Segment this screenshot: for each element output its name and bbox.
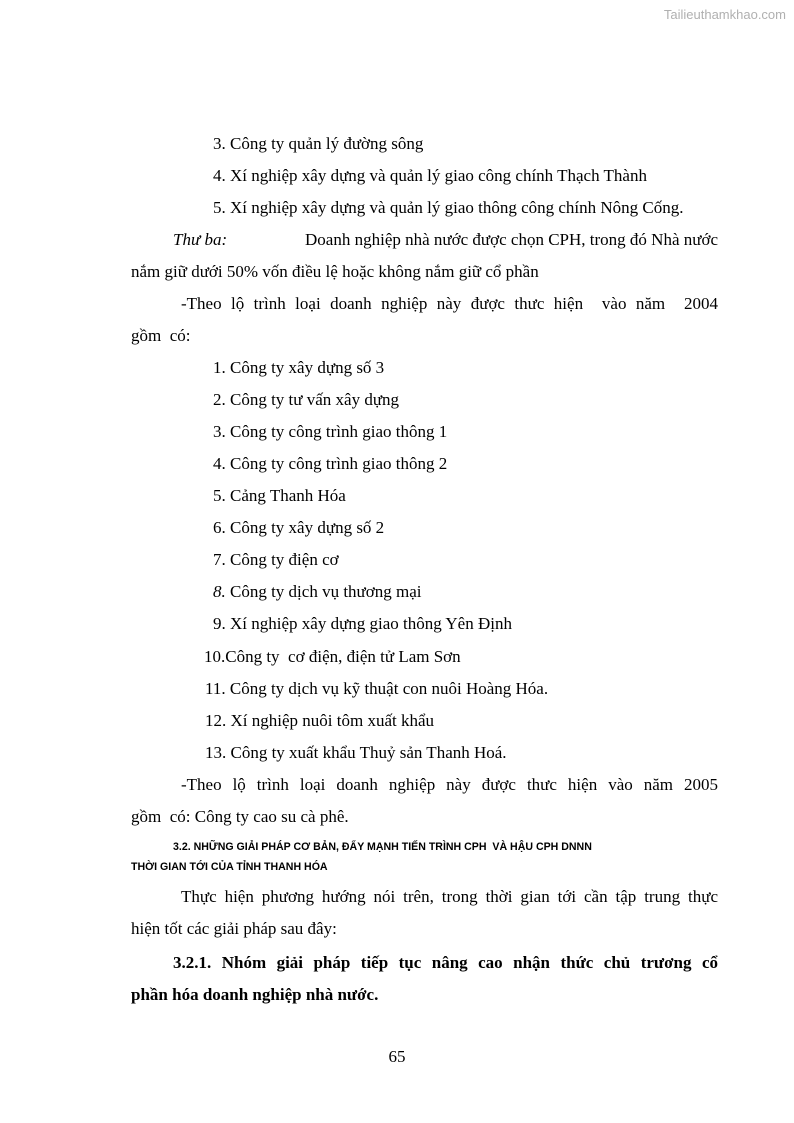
list-item: 6. Công ty xây dựng số 2	[213, 518, 385, 537]
list-item: 4. Công ty công trình giao thông 2	[213, 454, 448, 473]
roadmap-2004-line-1: -Theo lộ trình loại doanh nghiệp này được thưc hiện vào năm 2004	[181, 294, 718, 313]
thu-ba-text: Doanh nghiệp nhà nước được chọn CPH, trong đó Nhà nước	[305, 230, 718, 249]
list-item: 3. Công ty quản lý đường sông	[213, 134, 424, 153]
list-item: 13. Công ty xuất khẩu Thuỷ sản Thanh Hoá.	[205, 743, 507, 762]
list-item-text: Công ty dịch vụ thương mại	[225, 582, 422, 601]
intro-line-1: Thực hiện phương hướng nói trên, trong thời gian tới cần tập trung thực	[181, 887, 718, 906]
section-heading-line-1: 3.2. NHỮNG GIẢI PHÁP CƠ BẢN, ĐẨY MẠNH TIẾN TRÌNH CPH VÀ HẬU CPH DNNN	[173, 841, 592, 853]
list-item: 10.Công ty cơ điện, điện tử Lam Sơn	[204, 647, 461, 666]
list-item-number: 8.	[213, 582, 226, 601]
section-heading-line-2: THỜI GIAN TỚI CỦA TỈNH THANH HÓA	[131, 861, 328, 873]
thu-ba-label: Thư ba:	[173, 230, 228, 249]
roadmap-2004-line-2: gồm có:	[131, 326, 191, 345]
thu-ba-line-2: nắm giữ dưới 50% vốn điều lệ hoặc không nắm giữ cổ phần	[131, 262, 539, 281]
roadmap-2005-line-1: -Theo lộ trình loại doanh nghiệp này được thưc hiện vào năm 2005	[181, 775, 718, 794]
list-item: 2. Công ty tư vấn xây dựng	[213, 390, 400, 409]
list-item: 7. Công ty điện cơ	[213, 550, 339, 569]
list-item: 1. Công ty xây dựng số 3	[213, 358, 385, 377]
list-item: 9. Xí nghiệp xây dựng giao thông Yên Định	[213, 614, 512, 633]
intro-line-2: hiện tốt các giải pháp sau đây:	[131, 919, 337, 938]
roadmap-2005-line-2: gồm có: Công ty cao su cà phê.	[131, 807, 349, 826]
list-item	[213, 582, 422, 602]
list-item: 4. Xí nghiệp xây dựng và quản lý giao công chính Thạch Thành	[213, 166, 647, 185]
thu-ba-line-1	[173, 230, 718, 250]
subsection-heading-line-1: 3.2.1. Nhóm giải pháp tiếp tục nâng cao nhận thức chủ trương cổ	[173, 953, 718, 972]
subsection-heading-line-2: phần hóa doanh nghiệp nhà nước.	[131, 985, 379, 1004]
list-item: 5. Cảng Thanh Hóa	[213, 486, 346, 505]
page-number: 65	[388, 1047, 406, 1066]
list-item: 12. Xí nghiệp nuôi tôm xuất khẩu	[205, 711, 435, 730]
list-item: 5. Xí nghiệp xây dựng và quản lý giao thông công chính Nông Cống.	[213, 198, 684, 217]
watermark: Tailieuthamkhao.com	[663, 7, 786, 22]
list-item: 3. Công ty công trình giao thông 1	[213, 422, 448, 441]
list-item: 11. Công ty dịch vụ kỹ thuật con nuôi Hoàng Hóa.	[205, 679, 549, 698]
